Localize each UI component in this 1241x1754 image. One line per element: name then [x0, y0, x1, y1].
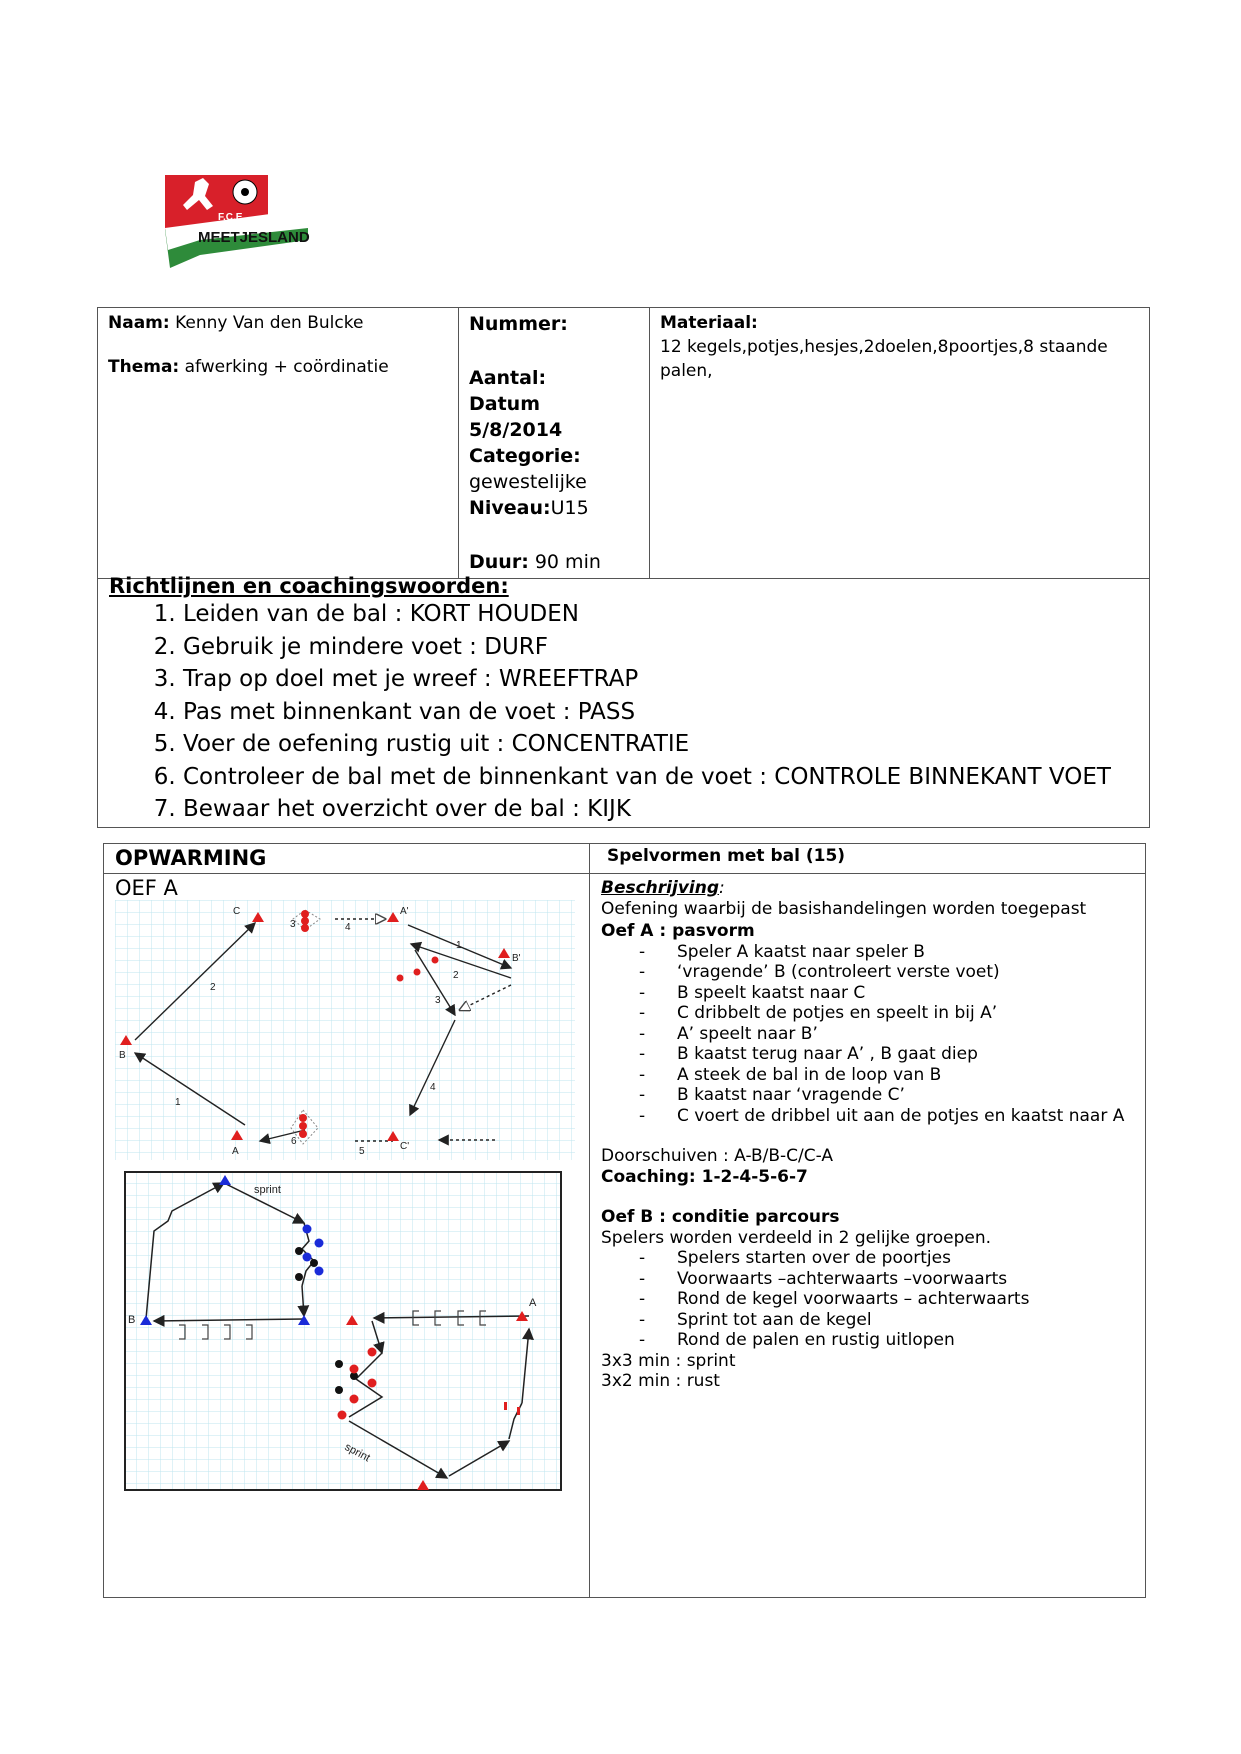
svg-text:1: 1: [456, 940, 462, 951]
step-item: - Sprint tot aan de kegel: [639, 1310, 1141, 1331]
richtlijn-item: 7. Bewaar het overzicht over de bal : KIJK: [183, 793, 1111, 826]
oef-a-label: OEF A: [115, 876, 178, 900]
richtlijn-item: 4. Pas met binnenkant van de voet : PASS: [183, 696, 1111, 729]
label-a: A: [232, 1146, 239, 1157]
club-logo: [160, 170, 310, 270]
step-item: - Voorwaarts –achterwaarts –voorwaarts: [639, 1269, 1141, 1290]
datum-value: 5/8/2014: [469, 419, 563, 441]
label-a-prime: A': [400, 906, 409, 917]
step-item: - Spelers starten over de poortjes: [639, 1248, 1141, 1269]
datum-label: Datum: [469, 393, 540, 415]
richtlijn-item: 3. Trap op doel met je wreef : WREEFTRAP: [183, 663, 1111, 696]
step-item: - ‘vragende’ B (controleert verste voet): [639, 962, 1141, 983]
logo-text-bottom: MEETJESLAND: [198, 229, 310, 246]
label-a: A: [529, 1297, 537, 1309]
exercise-b-diagram: [124, 1171, 562, 1491]
label-b-prime: B': [512, 953, 521, 964]
sprint-line: 3x3 min : sprint: [601, 1350, 736, 1371]
oef-a-steps: [601, 942, 1141, 1127]
richtlijnen-list: [135, 598, 1111, 826]
svg-text:4: 4: [345, 922, 351, 933]
spelvormen-heading: Spelvormen met bal (15): [607, 846, 846, 866]
step-item: - C dribbelt de potjes en speelt in bij A’: [639, 1003, 1141, 1024]
svg-text:1: 1: [175, 1097, 181, 1108]
exercise-table: [103, 843, 1146, 1598]
info-table: [97, 307, 1150, 579]
exercise-a-diagram: [115, 900, 575, 1160]
oef-a-title: Oef A: [601, 921, 654, 941]
beschrijving-label: Beschrijving: [601, 878, 720, 898]
svg-text:4: 4: [430, 1082, 436, 1093]
richtlijn-item: 2. Gebruik je mindere voet : DURF: [183, 631, 1111, 664]
oef-b-intro: Spelers worden verdeeld in 2 gelijke groepen.: [601, 1227, 992, 1248]
step-item: - B kaatst naar ‘vragende C’: [639, 1085, 1141, 1106]
richtlijn-item: 1. Leiden van de bal : KORT HOUDEN: [183, 598, 1111, 631]
naam-value: Kenny Van den Bulcke: [175, 313, 364, 333]
step-item: - B speelt kaatst naar C: [639, 983, 1141, 1004]
materiaal-value: 12 kegels,potjes,hesjes,2doelen,8poortjes,8 staande palen,: [660, 337, 1108, 381]
label-b: B: [128, 1314, 136, 1326]
info-cell-nummer: [459, 308, 650, 579]
rust-line: 3x2 min : rust: [601, 1371, 720, 1391]
thema-value: afwerking + coördinatie: [184, 357, 389, 377]
materiaal-label: Materiaal:: [660, 313, 758, 333]
label-c-prime: C': [400, 1141, 410, 1152]
svg-text:5: 5: [359, 1146, 365, 1157]
coaching-text: Coaching: 1-2-4-5-6-7: [601, 1166, 808, 1187]
richtlijnen-title: Richtlijnen en coachingswoorden:: [109, 574, 509, 598]
step-item: - Rond de kegel voorwaarts – achterwaarts: [639, 1289, 1141, 1310]
svg-text:6: 6: [291, 1136, 297, 1147]
svg-text:2: 2: [210, 982, 216, 993]
duur-value: 90 min: [534, 551, 601, 573]
sprint-label-top: sprint: [254, 1184, 281, 1196]
niveau-label: Niveau:: [469, 497, 551, 519]
richtlijn-item: 6. Controleer de bal met de binnenkant van de voet : CONTROLE BINNEKANT VOET: [183, 761, 1111, 794]
categorie-label: Categorie:: [469, 445, 581, 467]
step-item: - Rond de palen en rustig uitlopen: [639, 1330, 1141, 1351]
svg-text:3: 3: [290, 919, 296, 930]
sprint-label-bottom: sprint: [342, 1441, 372, 1465]
info-cell-naam: Naam: Kenny Van den Bulcke Thema: afwerking + coördinatie: [98, 308, 459, 579]
step-item: - B kaatst terug naar A’ , B gaat diep: [639, 1044, 1141, 1065]
richtlijn-item: 5. Voer de oefening rustig uit : CONCENTRATIE: [183, 728, 1111, 761]
label-c: C: [233, 906, 241, 917]
richtlijnen-section: [97, 572, 1150, 828]
categorie-value: gewestelijke: [469, 471, 587, 493]
oef-b-title: Oef B : conditie parcours: [601, 1207, 840, 1227]
info-cell-materiaal: [650, 308, 1150, 579]
duur-label: Duur:: [469, 551, 529, 573]
step-item: - Speler A kaatst naar speler B: [639, 942, 1141, 963]
intro-text: Oefening waarbij de basishandelingen worden toegepast: [601, 898, 1087, 919]
niveau-value: U15: [550, 497, 589, 519]
oef-b-steps: [601, 1248, 1141, 1351]
doorschuiven-text: Doorschuiven : A-B/B-C/C-A: [601, 1146, 834, 1166]
exercise-description: Beschrijving: Oefening waarbij de basishandelingen worden toegepast Oef A : pasvorm - Speler A kaatst naar speler B - ‘vragende’ B (controleert verste voet) - B speelt kaatst naar C - C dribbelt de potjes en speelt in bij A’ - A’ speelt naar B’ - B kaatst terug naar A’ , B gaat diep - A steek de bal in de loop van B - B kaatst naar ‘vragende C’ - C voert de dribbel uit aan de potjes en kaatst naar A Doorschuiven : A-B/B-C/C-A Coaching: 1-2-4-5-6-7 Oef B : conditie parcours Spelers worden verdeeld in 2 gelijke groepen. - Spelers starten over de poortjes - Voorwaarts –achterwaarts –voorwaarts - Rond de kegel voorwaarts – achterwaarts - Sprint tot aan de kegel - Rond de palen en rustig uitlopen 3x3 min : sprint 3x2 min : rust: [601, 878, 1141, 1392]
opwarming-heading: OPWARMING: [115, 846, 267, 870]
aantal-label: Aantal:: [469, 367, 547, 389]
nummer-label: Nummer:: [469, 313, 568, 335]
step-item: - A steek de bal in de loop van B: [639, 1065, 1141, 1086]
step-item: - A’ speelt naar B’: [639, 1024, 1141, 1045]
svg-text:3: 3: [435, 995, 441, 1006]
svg-text:2: 2: [453, 970, 459, 981]
step-item: - C voert de dribbel uit aan de potjes en kaatst naar A: [639, 1106, 1141, 1127]
label-b: B: [119, 1050, 126, 1061]
logo-text-top: F.C.E.: [218, 212, 246, 223]
